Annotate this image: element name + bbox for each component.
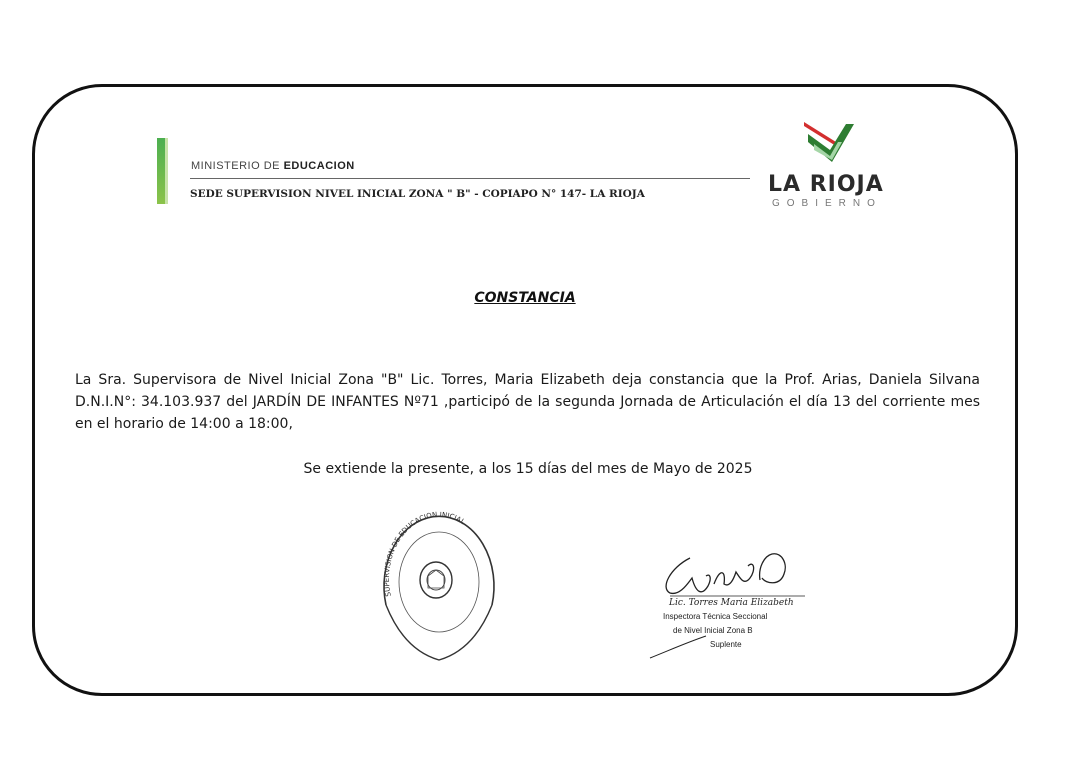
- header-rule: [190, 178, 750, 179]
- la-rioja-logo-subtitle: GOBIERNO: [772, 198, 882, 209]
- ministry-prefix: MINISTERIO DE: [191, 160, 281, 172]
- ministry-name: [191, 160, 355, 172]
- sede-line: SEDE SUPERVISION NIVEL INICIAL ZONA " B" - COPIAPO N° 147- LA RIOJA: [190, 188, 645, 200]
- la-rioja-logo-icon: [800, 120, 860, 170]
- ministry-logo-bar: [157, 138, 165, 204]
- ministry-bold: EDUCACION: [283, 160, 355, 172]
- document-closing: Se extiende la presente, a los 15 días del mes de Mayo de 2025: [303, 461, 753, 477]
- signature-name: Lic. Torres Maria Elizabeth: [669, 598, 794, 608]
- signature-role-line1: Inspectora Técnica Seccional: [663, 612, 768, 621]
- official-seal-stamp: [374, 510, 504, 665]
- svg-text:SUPERVISION DE EDUCACION INICI: SUPERVISION DE EDUCACION INICIAL: [382, 510, 467, 598]
- signature-role-line3: Suplente: [710, 640, 742, 649]
- ministry-logo-bar-accent: [165, 138, 168, 204]
- signature-role-line2: de Nivel Inicial Zona B: [673, 626, 753, 635]
- document-title: CONSTANCIA: [474, 290, 576, 306]
- document-body: La Sra. Supervisora de Nivel Inicial Zona "B" Lic. Torres, Maria Elizabeth deja constancia que la Prof. Arias, Daniela Silvana D.N.I.N°: 34.103.937 del JARDÍN DE INFANTES Nº71 ,participó de la segunda Jornada de Articulación el día 13 del corriente mes en el horario de 14:00 a 18:00,: [75, 372, 980, 432]
- la-rioja-logo-title: LA RIOJA: [768, 172, 884, 197]
